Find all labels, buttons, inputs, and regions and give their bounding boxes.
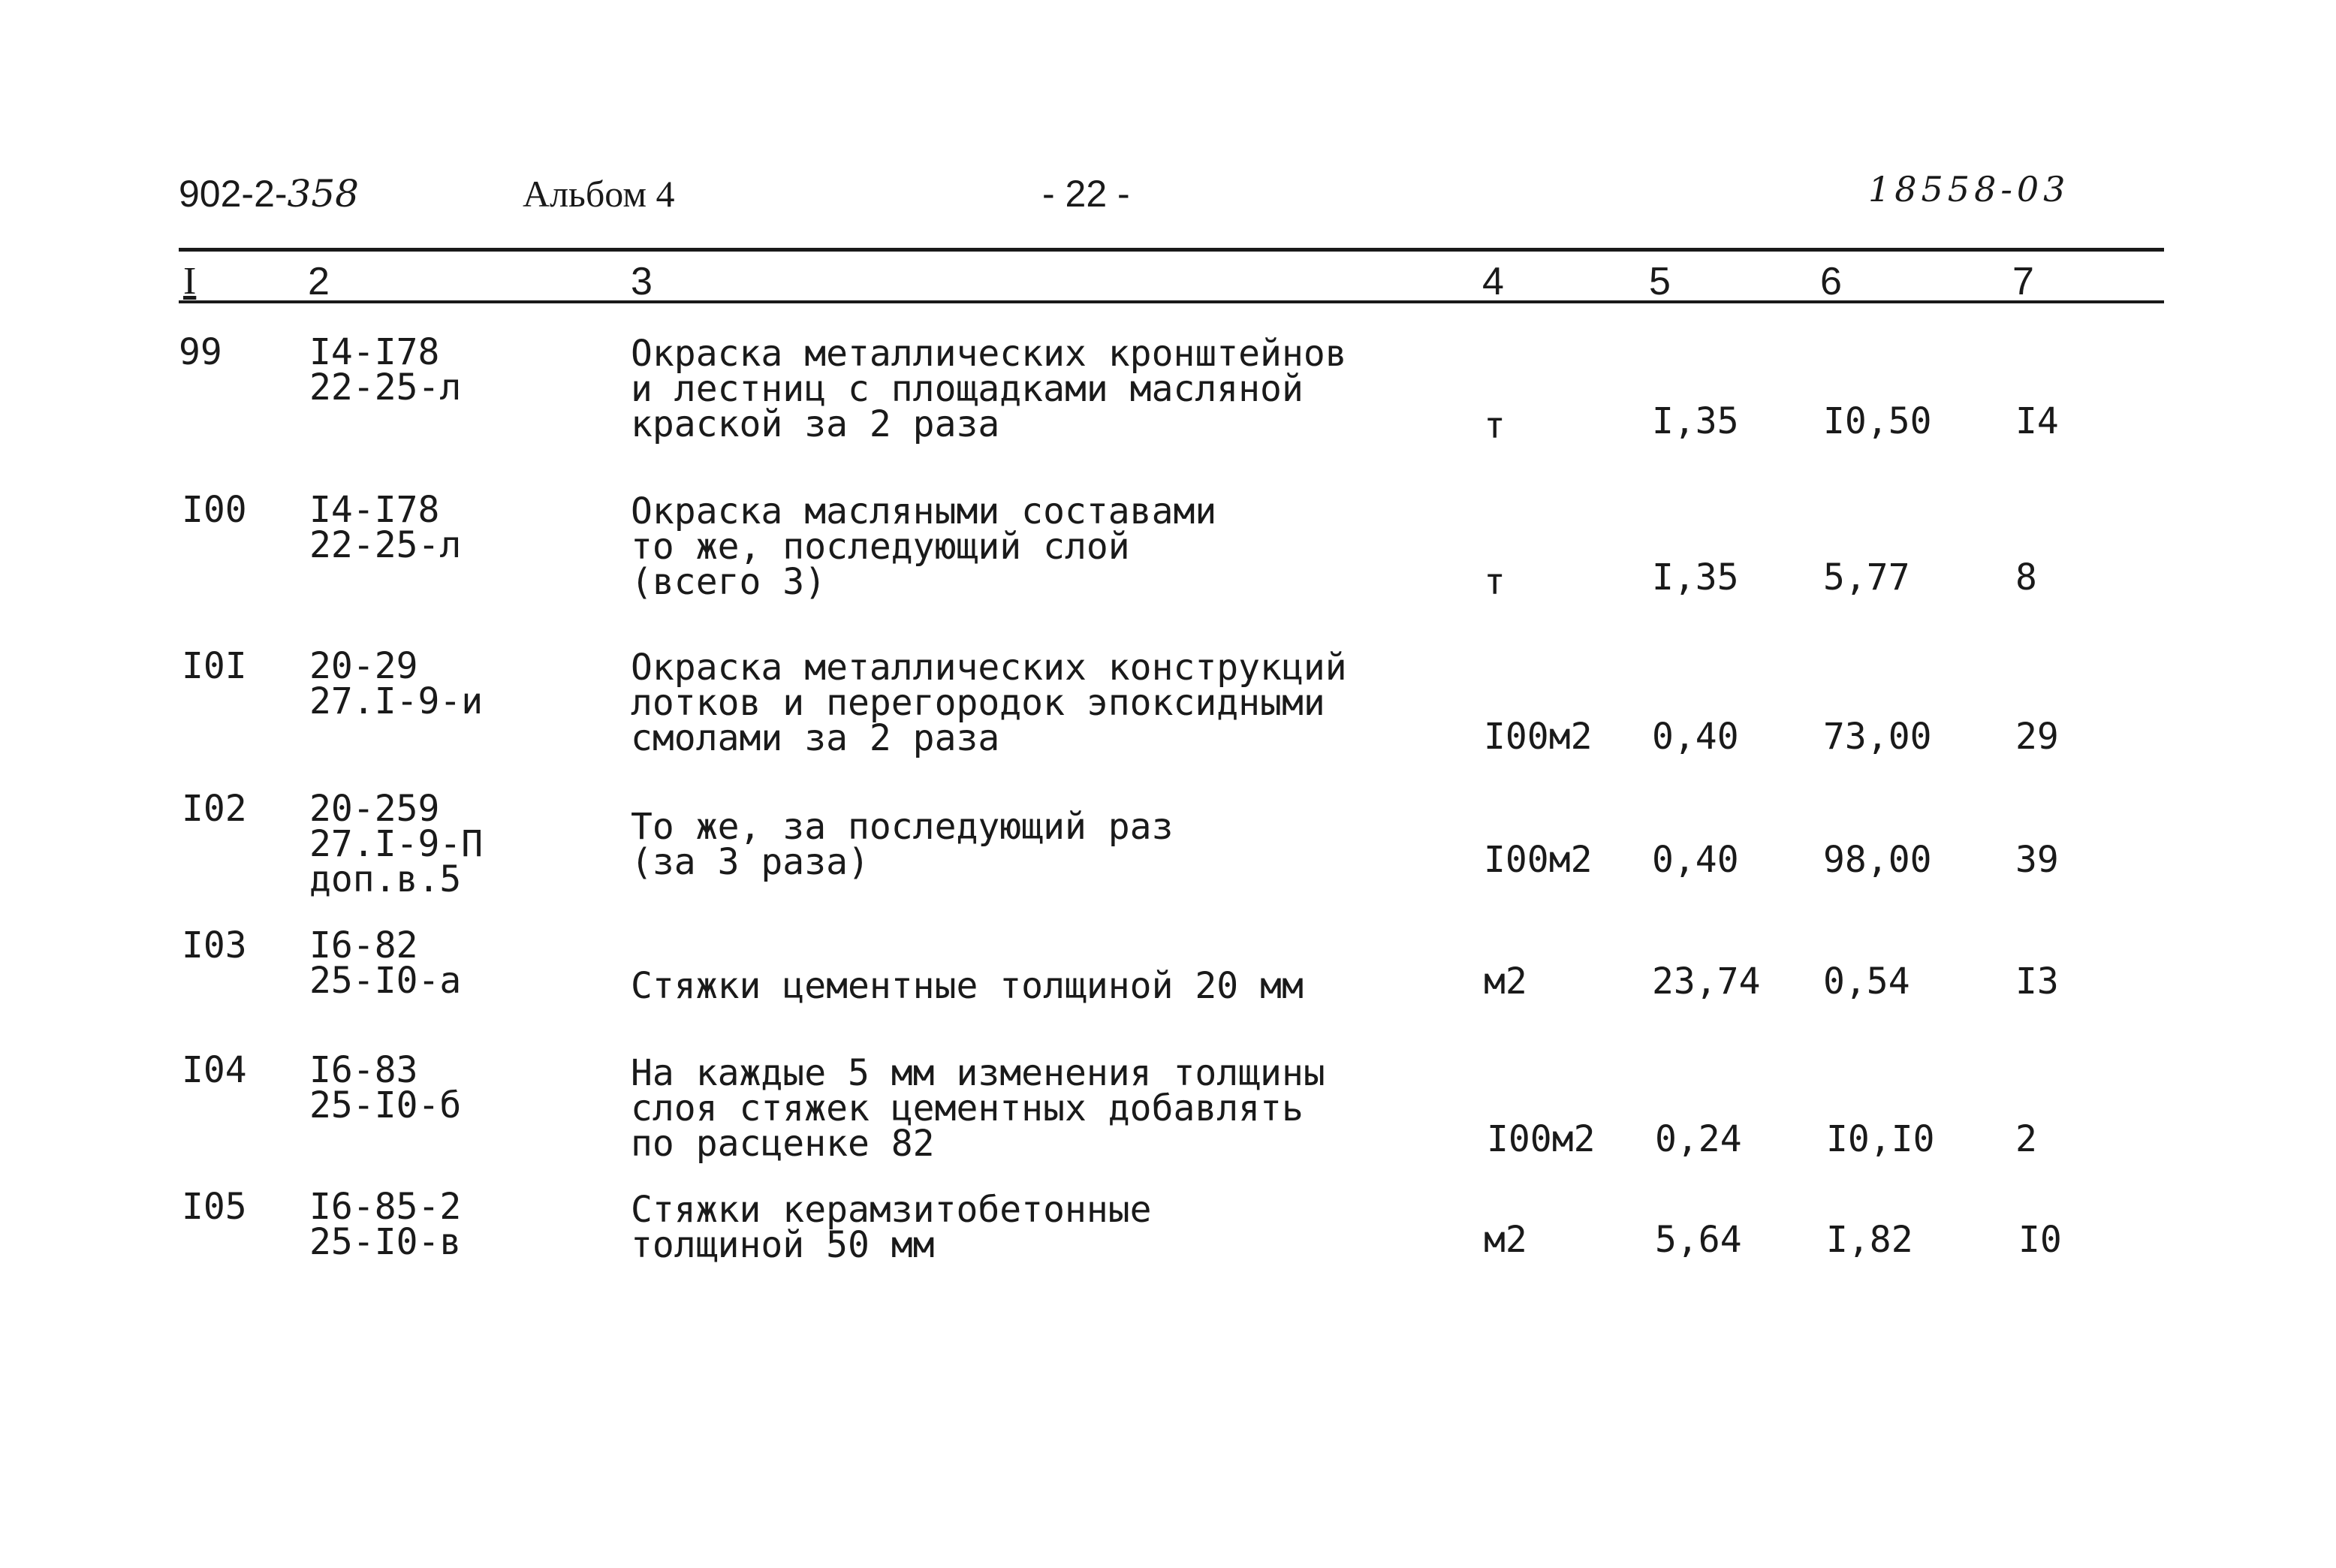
row-description-line: по расценке 82: [631, 1123, 935, 1165]
row-unit: I00м2: [1484, 716, 1593, 758]
row-description-line: То же, за последующий раз: [631, 806, 1174, 848]
row-description-line: смолами за 2 раза: [631, 717, 1000, 759]
row-unit: I00м2: [1484, 839, 1593, 881]
row-code-line: 25-I0-б: [309, 1084, 462, 1126]
row-quantity: I,35: [1652, 556, 1739, 599]
row-quantity: 0,24: [1655, 1118, 1742, 1160]
row-price: 98,00: [1823, 839, 1932, 881]
row-number: I04: [182, 1049, 247, 1091]
row-description-line: (за 3 раза): [631, 841, 870, 883]
row-total: 39: [2015, 839, 2059, 881]
row-description-line: слоя стяжек цементных добавлять: [631, 1087, 1304, 1129]
row-description-line: и лестниц с площадками масляной: [631, 368, 1304, 410]
row-number: I00: [182, 489, 247, 531]
row-description-line: толщиной 50 мм: [631, 1224, 935, 1266]
row-code-line: I6-83: [309, 1049, 418, 1091]
row-description-line: лотков и перегородок эпоксидными: [631, 682, 1325, 724]
row-price: I0,50: [1823, 400, 1932, 442]
row-total: I0: [2018, 1219, 2062, 1261]
document-stamp-number: 18558-03: [1868, 169, 2070, 210]
row-unit: I00м2: [1487, 1118, 1596, 1160]
row-total: 2: [2015, 1118, 2037, 1160]
row-code-line: 22-25-л: [309, 366, 462, 409]
row-total: I3: [2015, 960, 2059, 1003]
table-header-rule: [179, 300, 2164, 303]
column-header-5: 5: [1649, 260, 1671, 303]
column-header-3: 3: [631, 260, 653, 303]
row-code-line: I4-I78: [309, 489, 440, 531]
row-description-line: Окраска масляными составами: [631, 490, 1217, 532]
column-header-6: 6: [1820, 260, 1842, 303]
row-quantity: 0,40: [1652, 839, 1739, 881]
row-quantity: 5,64: [1655, 1219, 1742, 1261]
row-unit: м2: [1484, 1219, 1527, 1261]
row-quantity: I,35: [1652, 400, 1739, 442]
row-price: 0,54: [1823, 960, 1910, 1003]
page-number: - 22 -: [1042, 173, 1130, 215]
project-code-prefix: 902-2-: [179, 173, 288, 215]
row-number: I0I: [182, 645, 247, 687]
project-code-handwritten: 358: [287, 172, 359, 216]
project-code: [179, 171, 359, 216]
row-unit: т: [1484, 405, 1506, 447]
row-code-line: 27.I-9-и: [309, 680, 484, 722]
row-total: I4: [2015, 400, 2059, 442]
row-code-line: 20-259: [309, 788, 440, 830]
row-description-line: (всего 3): [631, 561, 827, 603]
row-description-line: Стяжки цементные толщиной 20 мм: [631, 965, 1304, 1007]
row-code-line: I4-I78: [309, 331, 440, 373]
row-code-line: 27.I-9-П: [309, 823, 484, 865]
row-price: I,82: [1826, 1219, 1913, 1261]
row-total: 8: [2015, 556, 2037, 599]
row-description-line: Стяжки керамзитобетонные: [631, 1189, 1152, 1231]
row-code-line: 25-I0-а: [309, 960, 462, 1002]
row-description-line: краской за 2 раза: [631, 403, 1000, 445]
column-header-7: 7: [2012, 260, 2034, 303]
row-code-line: 25-I0-в: [309, 1221, 462, 1263]
row-quantity: 0,40: [1652, 716, 1739, 758]
row-description-line: Окраска металлических конструкций: [631, 647, 1347, 689]
row-code-line: I6-85-2: [309, 1186, 462, 1228]
row-price: I0,I0: [1826, 1118, 1935, 1160]
row-total: 29: [2015, 716, 2059, 758]
row-description-line: На каждые 5 мм изменения толщины: [631, 1052, 1325, 1094]
row-number: 99: [179, 331, 222, 373]
row-code-line: 20-29: [309, 645, 418, 687]
column-header-2: 2: [308, 260, 330, 303]
row-unit: м2: [1484, 960, 1527, 1003]
row-unit: т: [1484, 561, 1506, 603]
album-label: Альбом 4: [523, 173, 675, 215]
row-number: I05: [182, 1186, 247, 1228]
row-code-line: 22-25-л: [309, 524, 462, 566]
column-header-4: 4: [1482, 260, 1504, 303]
row-code-line: I6-82: [309, 924, 418, 966]
row-description-line: то же, последующий слой: [631, 526, 1130, 568]
row-number: I03: [182, 924, 247, 966]
row-code-line: доп.в.5: [309, 858, 462, 900]
table-top-rule: [179, 248, 2164, 252]
column-header-1: I: [183, 260, 197, 303]
row-price: 73,00: [1823, 716, 1932, 758]
row-quantity: 23,74: [1652, 960, 1761, 1003]
row-number: I02: [182, 788, 247, 830]
row-description-line: Окраска металлических кронштейнов: [631, 333, 1347, 375]
row-price: 5,77: [1823, 556, 1910, 599]
